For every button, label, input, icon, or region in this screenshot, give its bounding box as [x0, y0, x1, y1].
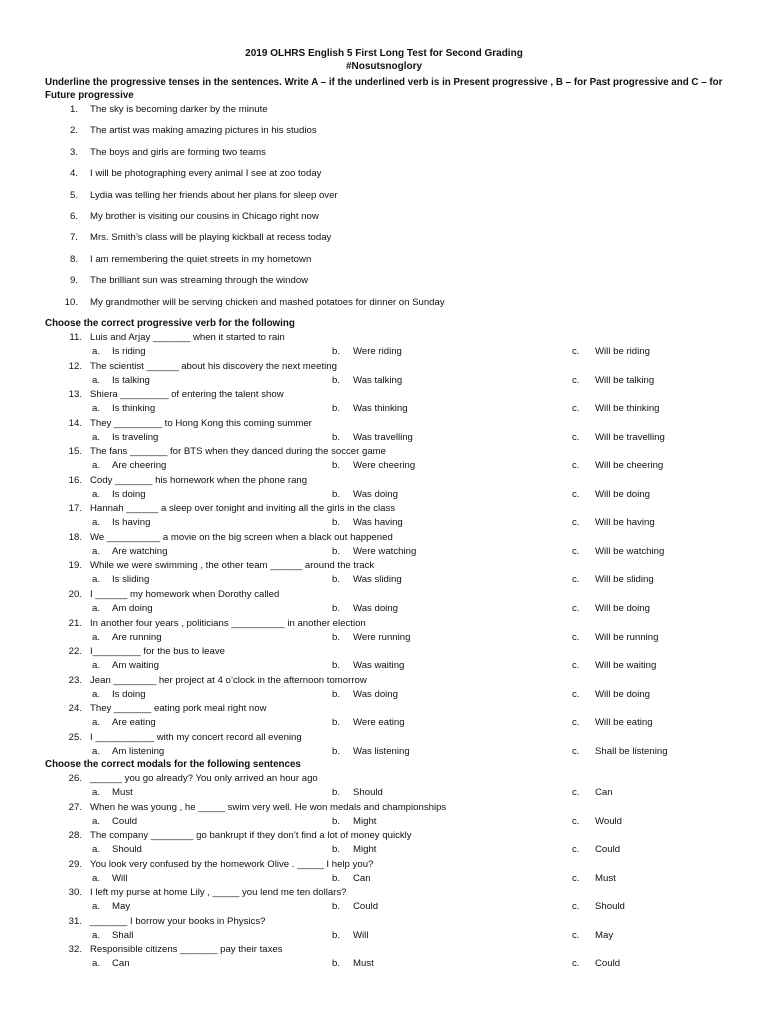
option-c-text: Will be watching	[595, 545, 665, 557]
options-row	[0, 546, 768, 558]
option-a-letter: a.	[92, 787, 101, 798]
question-text: I_________ for the bus to leave	[90, 646, 225, 658]
option-c-text: Will be riding	[595, 346, 650, 357]
option-b-text: Could	[353, 901, 379, 913]
question-item	[0, 589, 768, 602]
sentence-text: Lydia was telling her friends about her plans for sleep over	[90, 189, 338, 201]
option-a-letter: a.	[92, 901, 101, 913]
item-number: 27.	[68, 801, 82, 813]
options-row	[0, 660, 768, 672]
option-b-text: Was travelling	[353, 431, 413, 443]
option-a-letter: a.	[92, 844, 101, 856]
options-row	[0, 403, 768, 415]
option-a-letter: a.	[92, 574, 101, 586]
option-b-letter: b.	[332, 488, 341, 500]
option-c-letter: c.	[572, 545, 580, 557]
option-c-text: May	[595, 929, 614, 941]
option-a-letter: a.	[92, 403, 101, 415]
item-number: 9.	[69, 275, 78, 287]
item-number: 8.	[69, 253, 78, 265]
options-row	[0, 346, 768, 358]
item-number: 22.	[68, 646, 82, 658]
option-c-text: Will be talking	[595, 374, 655, 386]
question-text: Responsible citizens _______ pay their taxes	[90, 944, 283, 956]
item-number: 19.	[68, 560, 82, 572]
option-c-letter: c.	[572, 660, 580, 672]
option-b-letter: b.	[332, 717, 341, 729]
question-item	[0, 446, 768, 459]
option-a-text: Should	[112, 844, 142, 856]
option-b-letter: b.	[332, 346, 341, 357]
question-item	[0, 830, 768, 843]
question-text: They _________ to Hong Kong this coming summer	[90, 417, 312, 429]
option-b-text: Were watching	[353, 545, 417, 557]
option-c-text: Could	[595, 958, 621, 970]
question-text: While we were swimming , the other team ______ around the track	[90, 560, 375, 572]
option-a-text: May	[112, 901, 131, 913]
option-b-text: Were running	[353, 631, 411, 643]
option-b-text: Should	[353, 787, 383, 798]
option-b-text: Was doing	[353, 602, 398, 614]
option-c-text: Will be cheering	[595, 460, 664, 472]
test-title: 2019 OLHRS English 5 First Long Test for Second Grading	[245, 48, 523, 59]
option-c-letter: c.	[572, 901, 580, 913]
sentence-item	[0, 254, 768, 267]
question-text: When he was young , he _____ swim very well. He won medals and championships	[90, 801, 447, 813]
item-number: 20.	[68, 588, 82, 600]
sentence-item	[0, 297, 768, 310]
sentence-item	[0, 275, 768, 288]
option-b-text: Was listening	[353, 745, 410, 757]
item-number: 1.	[69, 104, 78, 115]
item-number: 26.	[68, 773, 82, 784]
options-row	[0, 632, 768, 644]
item-number: 23.	[68, 674, 82, 686]
option-a-text: Are eating	[112, 717, 156, 729]
option-b-text: Might	[353, 844, 377, 856]
option-a-letter: a.	[92, 602, 101, 614]
question-text: They _______ eating pork meal right now	[90, 703, 267, 715]
item-number: 30.	[68, 887, 82, 899]
options-row	[0, 689, 768, 701]
option-c-text: Will be doing	[595, 602, 650, 614]
option-b-text: Will	[353, 929, 369, 941]
question-text: The scientist ______ about his discovery the next meeting	[90, 360, 337, 372]
question-text: You look very confused by the homework Olive . _____ I help you?	[90, 858, 374, 870]
option-a-text: Could	[112, 815, 138, 827]
question-text: In another four years , politicians __________ in another election	[90, 617, 366, 629]
option-b-letter: b.	[332, 602, 341, 614]
option-a-text: Is talking	[112, 374, 150, 386]
option-c-text: Will be travelling	[595, 431, 665, 443]
option-c-text: Will be thinking	[595, 403, 660, 415]
question-text: We __________ a movie on the big screen when a black out happened	[90, 531, 393, 543]
option-a-letter: a.	[92, 660, 101, 672]
question-text: Cody _______ his homework when the phone rang	[90, 474, 308, 486]
sentence-text: Mrs. Smith’s class will be playing kickball at recess today	[90, 232, 332, 244]
option-b-text: Was thinking	[353, 403, 408, 415]
part1-instruction	[45, 76, 735, 102]
option-c-text: Should	[595, 901, 625, 913]
option-c-letter: c.	[572, 787, 580, 798]
options-row	[0, 787, 768, 799]
question-item	[0, 532, 768, 545]
part1-instruction-line1: Underline the progressive tenses in the sentences. Write A – if the underlined verb is in Present progressive , B – for Past progressive and C – for	[45, 77, 723, 88]
option-c-text: Will be running	[595, 631, 659, 643]
sentence-text: The brilliant sun was streaming through the window	[90, 275, 309, 287]
option-c-letter: c.	[572, 574, 580, 586]
option-b-letter: b.	[332, 929, 341, 941]
sentence-text: The sky is becoming darker by the minute	[90, 104, 268, 115]
option-b-letter: b.	[332, 901, 341, 913]
option-c-letter: c.	[572, 929, 580, 941]
options-row	[0, 816, 768, 828]
option-c-letter: c.	[572, 717, 580, 729]
option-c-text: Would	[595, 815, 623, 827]
item-number: 15.	[68, 446, 82, 458]
item-number: 7.	[69, 232, 78, 244]
options-row	[0, 746, 768, 758]
sentence-text: My grandmother will be serving chicken and mashed potatoes for dinner on Sunday	[90, 296, 445, 308]
question-text: Hannah ______ a sleep over tonight and inviting all the girls in the class	[90, 503, 396, 515]
option-a-text: Are cheering	[112, 460, 167, 472]
item-number: 11.	[69, 332, 82, 343]
option-c-letter: c.	[572, 745, 580, 757]
options-row	[0, 873, 768, 885]
option-a-text: Are running	[112, 631, 162, 643]
option-b-text: Might	[353, 815, 377, 827]
option-b-letter: b.	[332, 631, 341, 643]
question-item	[0, 332, 768, 345]
option-b-text: Was sliding	[353, 574, 402, 586]
option-c-text: Will be waiting	[595, 660, 657, 672]
options-row	[0, 517, 768, 529]
option-b-letter: b.	[332, 660, 341, 672]
option-c-text: Can	[595, 787, 613, 798]
question-item	[0, 389, 768, 402]
option-b-text: Must	[353, 958, 374, 970]
option-c-letter: c.	[572, 517, 580, 529]
sentence-item	[0, 211, 768, 224]
sentence-item	[0, 104, 768, 117]
hashtag: #Nosutsnoglory	[345, 61, 423, 72]
options-row	[0, 574, 768, 586]
option-c-letter: c.	[572, 958, 580, 970]
option-b-letter: b.	[332, 374, 341, 386]
option-c-text: Could	[595, 844, 621, 856]
option-b-text: Was doing	[353, 688, 398, 700]
option-b-text: Were riding	[353, 346, 402, 357]
option-c-letter: c.	[572, 488, 580, 500]
question-text: ______ you go already? You only arrived an hour ago	[90, 773, 318, 784]
question-item	[0, 916, 768, 929]
sentence-item	[0, 168, 768, 181]
option-c-letter: c.	[572, 688, 580, 700]
options-row	[0, 489, 768, 501]
option-b-text: Was having	[353, 517, 403, 529]
sentence-text: The artist was making amazing pictures in his studios	[90, 125, 317, 137]
option-c-letter: c.	[572, 815, 580, 827]
sentence-text: The boys and girls are forming two teams	[90, 146, 266, 158]
options-row	[0, 375, 768, 387]
item-number: 3.	[69, 146, 78, 158]
options-row	[0, 432, 768, 444]
option-b-letter: b.	[332, 844, 341, 856]
option-c-text: Shall be listening	[595, 745, 668, 757]
item-number: 6.	[69, 211, 78, 222]
question-item	[0, 859, 768, 872]
option-b-letter: b.	[332, 745, 341, 757]
option-a-letter: a.	[92, 815, 101, 827]
option-a-letter: a.	[92, 872, 101, 884]
option-b-text: Were eating	[353, 717, 405, 729]
question-item	[0, 732, 768, 745]
option-b-letter: b.	[332, 872, 341, 884]
option-a-letter: a.	[92, 346, 101, 357]
item-number: 31.	[68, 915, 82, 927]
option-c-text: Will be doing	[595, 688, 650, 700]
option-b-letter: b.	[332, 815, 341, 827]
item-number: 14.	[68, 417, 82, 429]
option-a-text: Am waiting	[112, 660, 159, 672]
question-text: Luis and Arjay _______ when it started to rain	[90, 332, 285, 343]
option-c-text: Will be doing	[595, 488, 650, 500]
option-b-text: Was doing	[353, 488, 398, 500]
option-b-letter: b.	[332, 517, 341, 529]
option-a-letter: a.	[92, 745, 101, 757]
option-c-text: Will be having	[595, 517, 655, 529]
item-number: 12.	[68, 360, 82, 372]
item-number: 10.	[64, 296, 78, 308]
item-number: 4.	[69, 168, 78, 180]
option-a-text: Am listening	[112, 745, 165, 757]
item-number: 17.	[68, 503, 82, 515]
option-a-text: Is sliding	[112, 574, 150, 586]
option-c-letter: c.	[572, 872, 580, 884]
question-text: The fans _______ for BTS when they danced during the soccer game	[90, 446, 386, 458]
option-a-letter: a.	[92, 374, 101, 386]
item-number: 24.	[68, 703, 82, 715]
option-a-text: Is doing	[112, 688, 146, 700]
option-c-letter: c.	[572, 460, 580, 472]
option-c-letter: c.	[572, 346, 580, 357]
options-row	[0, 930, 768, 942]
question-item	[0, 503, 768, 516]
option-c-text: Must	[595, 872, 616, 884]
item-number: 2.	[69, 125, 78, 137]
option-a-text: Is doing	[112, 488, 146, 500]
question-item	[0, 618, 768, 631]
question-item	[0, 646, 768, 659]
question-text: Shiera _________ of entering the talent show	[90, 389, 284, 401]
question-item	[0, 703, 768, 716]
option-c-letter: c.	[572, 374, 580, 386]
item-number: 32.	[68, 944, 82, 956]
question-text: _______ I borrow your books in Physics?	[90, 915, 266, 927]
options-row	[0, 603, 768, 615]
item-number: 28.	[68, 830, 82, 842]
option-a-text: Am doing	[112, 602, 153, 614]
question-item	[0, 475, 768, 488]
option-c-letter: c.	[572, 403, 580, 415]
part2-heading: Choose the correct progressive verb for the following	[45, 318, 295, 329]
question-item	[0, 361, 768, 374]
options-row	[0, 717, 768, 729]
option-a-text: Is traveling	[112, 431, 159, 443]
option-a-text: Is having	[112, 517, 151, 529]
question-text: I ___________ with my concert record all evening	[90, 731, 302, 743]
options-row	[0, 460, 768, 472]
option-b-text: Was talking	[353, 374, 403, 386]
item-number: 25.	[68, 731, 82, 743]
option-a-letter: a.	[92, 517, 101, 529]
part1-instruction-line2: Future progressive	[45, 90, 134, 101]
option-c-text: Will be eating	[595, 717, 653, 729]
question-item	[0, 887, 768, 900]
item-number: 16.	[68, 474, 82, 486]
option-b-letter: b.	[332, 574, 341, 586]
option-b-text: Were cheering	[353, 460, 416, 472]
option-b-letter: b.	[332, 688, 341, 700]
option-a-text: Shall	[112, 929, 134, 941]
option-c-text: Will be sliding	[595, 574, 654, 586]
question-item	[0, 773, 768, 786]
question-text: The company ________ go bankrupt if they don’t find a lot of money quickly	[90, 830, 412, 842]
question-item	[0, 418, 768, 431]
option-b-letter: b.	[332, 787, 341, 798]
part3-heading: Choose the correct modals for the following sentences	[45, 759, 301, 770]
option-a-text: Is thinking	[112, 403, 156, 415]
option-a-letter: a.	[92, 631, 101, 643]
option-a-text: Will	[112, 872, 128, 884]
option-b-letter: b.	[332, 403, 341, 415]
sentence-text: I am remembering the quiet streets in my hometown	[90, 253, 312, 265]
option-c-letter: c.	[572, 631, 580, 643]
options-row	[0, 844, 768, 856]
question-text: Jean ________ her project at 4 o’clock in the afternoon tomorrow	[90, 674, 367, 686]
option-b-letter: b.	[332, 545, 341, 557]
option-c-letter: c.	[572, 602, 580, 614]
question-item	[0, 802, 768, 815]
sentence-item	[0, 190, 768, 203]
option-b-letter: b.	[332, 431, 341, 443]
option-a-letter: a.	[92, 958, 101, 970]
option-b-letter: b.	[332, 460, 341, 472]
option-b-letter: b.	[332, 958, 341, 970]
sentence-item	[0, 147, 768, 160]
item-number: 18.	[68, 531, 82, 543]
option-b-text: Can	[353, 872, 371, 884]
question-item	[0, 560, 768, 573]
question-item	[0, 675, 768, 688]
options-row	[0, 901, 768, 913]
option-a-letter: a.	[92, 717, 101, 729]
option-c-letter: c.	[572, 431, 580, 443]
question-item	[0, 944, 768, 957]
options-row	[0, 958, 768, 970]
question-text: I left my purse at home Lily , _____ you lend me ten dollars?	[90, 887, 347, 899]
option-c-letter: c.	[572, 844, 580, 856]
option-a-text: Can	[112, 958, 130, 970]
option-a-text: Are watching	[112, 545, 168, 557]
item-number: 13.	[68, 389, 82, 401]
question-text: I ______ my homework when Dorothy called	[90, 588, 280, 600]
item-number: 29.	[68, 858, 82, 870]
sentence-item	[0, 125, 768, 138]
option-a-letter: a.	[92, 431, 101, 443]
option-a-text: Is riding	[112, 346, 146, 357]
sentence-text: I will be photographing every animal I see at zoo today	[90, 168, 322, 180]
option-b-text: Was waiting	[353, 660, 405, 672]
option-a-letter: a.	[92, 688, 101, 700]
option-a-letter: a.	[92, 545, 101, 557]
option-a-letter: a.	[92, 488, 101, 500]
item-number: 21.	[68, 617, 82, 629]
sentence-item	[0, 232, 768, 245]
item-number: 5.	[69, 189, 78, 201]
option-a-text: Must	[112, 787, 133, 798]
option-a-letter: a.	[92, 929, 101, 941]
sentence-text: My brother is visiting our cousins in Chicago right now	[90, 211, 319, 222]
option-a-letter: a.	[92, 460, 101, 472]
